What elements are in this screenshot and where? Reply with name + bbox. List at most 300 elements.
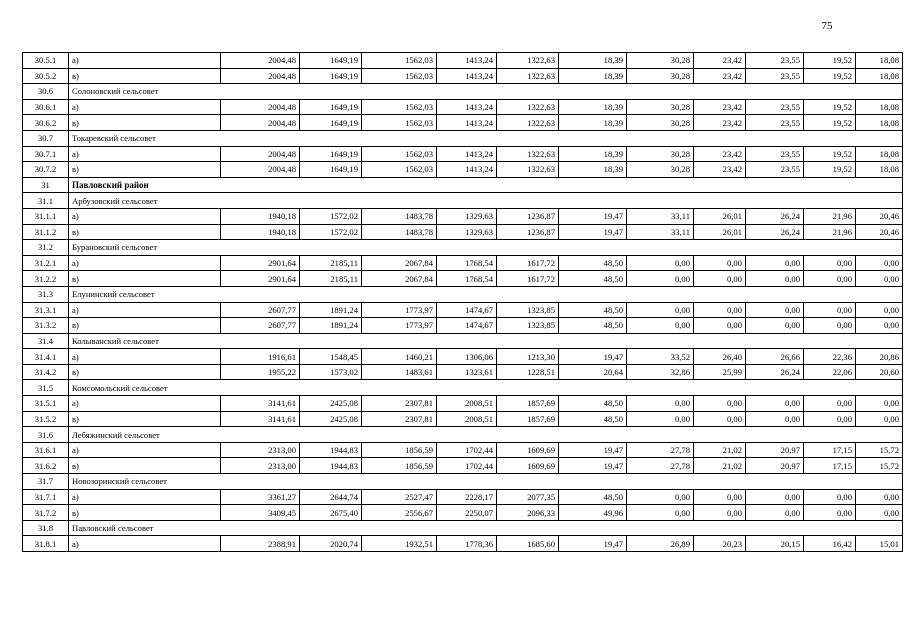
value-cell: 26,24 [746, 224, 804, 240]
row-code: 31.4.1 [23, 349, 69, 365]
table-row [23, 162, 903, 178]
value-cell: 1916,61 [221, 349, 300, 365]
value-cell: 2644,74 [300, 489, 362, 505]
row-label: в) [69, 224, 221, 240]
value-cell: 15,72 [856, 458, 903, 474]
value-cell: 18,39 [559, 162, 627, 178]
value-cell: 2067,84 [362, 271, 437, 287]
value-cell: 33,11 [627, 208, 694, 224]
value-cell: 19,52 [804, 68, 856, 84]
value-cell: 30,28 [627, 53, 694, 69]
row-code: 31.7 [23, 474, 69, 490]
section-title: Арбузовский сельсовет [69, 193, 903, 209]
row-code: 31.6 [23, 427, 69, 443]
value-cell: 1483,61 [362, 364, 437, 380]
value-cell: 0,00 [856, 505, 903, 521]
value-cell: 2307,81 [362, 411, 437, 427]
value-cell: 2185,11 [300, 271, 362, 287]
value-cell: 1685,60 [497, 536, 559, 552]
district-title: Павловский район [69, 177, 903, 193]
value-cell: 1773,97 [362, 302, 437, 318]
section-title: Елунинский сельсовет [69, 286, 903, 302]
value-cell: 1649,19 [300, 68, 362, 84]
value-cell: 1548,45 [300, 349, 362, 365]
value-cell: 2313,00 [221, 458, 300, 474]
value-cell: 17,15 [804, 442, 856, 458]
value-cell: 18,08 [856, 53, 903, 69]
row-code: 31.1 [23, 193, 69, 209]
value-cell: 1474,67 [437, 302, 497, 318]
row-code: 30.7.1 [23, 146, 69, 162]
value-cell: 2307,81 [362, 396, 437, 412]
value-cell: 1617,72 [497, 255, 559, 271]
value-cell: 23,42 [694, 115, 746, 131]
value-cell: 0,00 [746, 505, 804, 521]
section-row [23, 286, 903, 302]
value-cell: 0,00 [627, 255, 694, 271]
value-cell: 48,50 [559, 302, 627, 318]
value-cell: 1572,02 [300, 208, 362, 224]
value-cell: 48,50 [559, 489, 627, 505]
value-cell: 1322,63 [497, 162, 559, 178]
value-cell: 2228,17 [437, 489, 497, 505]
row-label: а) [69, 349, 221, 365]
section-title: Колыванский сельсовет [69, 333, 903, 349]
value-cell: 48,50 [559, 396, 627, 412]
value-cell: 0,00 [746, 411, 804, 427]
table-row [23, 255, 903, 271]
value-cell: 22,06 [804, 364, 856, 380]
value-cell: 0,00 [856, 318, 903, 334]
value-cell: 2675,40 [300, 505, 362, 521]
value-cell: 23,55 [746, 68, 804, 84]
value-cell: 26,24 [746, 208, 804, 224]
table-row [23, 115, 903, 131]
value-cell: 2004,48 [221, 146, 300, 162]
value-cell: 0,00 [856, 255, 903, 271]
value-cell: 1413,24 [437, 53, 497, 69]
row-code: 30.6 [23, 84, 69, 100]
row-code: 30.7 [23, 130, 69, 146]
row-label: а) [69, 536, 221, 552]
value-cell: 0,00 [694, 505, 746, 521]
value-cell: 1460,21 [362, 349, 437, 365]
value-cell: 0,00 [856, 489, 903, 505]
value-cell: 26,01 [694, 224, 746, 240]
row-label: а) [69, 489, 221, 505]
row-label: а) [69, 302, 221, 318]
value-cell: 23,55 [746, 115, 804, 131]
row-label: в) [69, 458, 221, 474]
value-cell: 23,42 [694, 68, 746, 84]
value-cell: 1778,36 [437, 536, 497, 552]
value-cell: 15,72 [856, 442, 903, 458]
value-cell: 18,08 [856, 99, 903, 115]
table-row [23, 411, 903, 427]
value-cell: 20,46 [856, 208, 903, 224]
value-cell: 1649,19 [300, 162, 362, 178]
value-cell: 0,00 [694, 489, 746, 505]
row-label: в) [69, 162, 221, 178]
value-cell: 18,39 [559, 99, 627, 115]
section-title: Солоновский сельсовет [69, 84, 903, 100]
value-cell: 0,00 [856, 271, 903, 287]
row-label: а) [69, 255, 221, 271]
value-cell: 1768,54 [437, 255, 497, 271]
value-cell: 1236,87 [497, 208, 559, 224]
row-label: в) [69, 364, 221, 380]
value-cell: 19,52 [804, 53, 856, 69]
value-cell: 1609,69 [497, 442, 559, 458]
value-cell: 18,08 [856, 68, 903, 84]
value-cell: 22,36 [804, 349, 856, 365]
value-cell: 0,00 [694, 271, 746, 287]
value-cell: 1940,18 [221, 224, 300, 240]
value-cell: 0,00 [746, 302, 804, 318]
value-cell: 48,50 [559, 255, 627, 271]
value-cell: 1773,97 [362, 318, 437, 334]
value-cell: 2607,77 [221, 302, 300, 318]
value-cell: 0,00 [694, 302, 746, 318]
value-cell: 1562,03 [362, 99, 437, 115]
section-title: Токаревский сельсовет [69, 130, 903, 146]
row-label: а) [69, 53, 221, 69]
value-cell: 1609,69 [497, 458, 559, 474]
value-cell: 0,00 [804, 318, 856, 334]
value-cell: 23,55 [746, 99, 804, 115]
value-cell: 0,00 [627, 505, 694, 521]
value-cell: 20,97 [746, 458, 804, 474]
value-cell: 0,00 [804, 411, 856, 427]
value-cell: 1323,61 [437, 364, 497, 380]
value-cell: 48,50 [559, 271, 627, 287]
value-cell: 1562,03 [362, 68, 437, 84]
row-label: в) [69, 115, 221, 131]
value-cell: 30,28 [627, 146, 694, 162]
value-cell: 18,39 [559, 115, 627, 131]
value-cell: 2096,33 [497, 505, 559, 521]
section-row [23, 427, 903, 443]
value-cell: 1329,63 [437, 208, 497, 224]
value-cell: 23,55 [746, 162, 804, 178]
value-cell: 18,08 [856, 115, 903, 131]
value-cell: 1572,02 [300, 224, 362, 240]
row-label: в) [69, 271, 221, 287]
value-cell: 1236,87 [497, 224, 559, 240]
value-cell: 20,64 [559, 364, 627, 380]
value-cell: 1944,83 [300, 442, 362, 458]
value-cell: 20,86 [856, 349, 903, 365]
value-cell: 30,28 [627, 68, 694, 84]
section-row [23, 520, 903, 536]
section-title: Бурановский сельсовет [69, 240, 903, 256]
row-code: 31.3 [23, 286, 69, 302]
table-row [23, 489, 903, 505]
row-label: в) [69, 68, 221, 84]
value-cell: 21,02 [694, 458, 746, 474]
table-row [23, 442, 903, 458]
value-cell: 1413,24 [437, 162, 497, 178]
value-cell: 2008,51 [437, 396, 497, 412]
value-cell: 1483,78 [362, 208, 437, 224]
value-cell: 1413,24 [437, 146, 497, 162]
value-cell: 26,01 [694, 208, 746, 224]
value-cell: 1944,83 [300, 458, 362, 474]
value-cell: 3409,45 [221, 505, 300, 521]
row-code: 31.2.2 [23, 271, 69, 287]
value-cell: 1323,85 [497, 318, 559, 334]
section-row [23, 193, 903, 209]
value-cell: 19,52 [804, 162, 856, 178]
value-cell: 1413,24 [437, 99, 497, 115]
value-cell: 0,00 [694, 255, 746, 271]
row-code: 30.5.1 [23, 53, 69, 69]
value-cell: 2425,08 [300, 411, 362, 427]
table-row [23, 208, 903, 224]
row-code: 31.1.1 [23, 208, 69, 224]
value-cell: 21,02 [694, 442, 746, 458]
value-cell: 33,52 [627, 349, 694, 365]
value-cell: 1649,19 [300, 99, 362, 115]
value-cell: 0,00 [627, 302, 694, 318]
value-cell: 21,96 [804, 208, 856, 224]
value-cell: 1322,63 [497, 115, 559, 131]
value-cell: 1955,22 [221, 364, 300, 380]
value-cell: 1702,44 [437, 442, 497, 458]
value-cell: 0,00 [804, 271, 856, 287]
tariff-table [22, 52, 903, 552]
value-cell: 1891,24 [300, 302, 362, 318]
row-code: 31.3.2 [23, 318, 69, 334]
value-cell: 30,28 [627, 115, 694, 131]
row-code: 30.6.2 [23, 115, 69, 131]
value-cell: 2067,84 [362, 255, 437, 271]
row-code: 31.3.1 [23, 302, 69, 318]
value-cell: 0,00 [694, 318, 746, 334]
value-cell: 1322,63 [497, 68, 559, 84]
value-cell: 17,15 [804, 458, 856, 474]
section-row [23, 380, 903, 396]
value-cell: 3141,61 [221, 411, 300, 427]
value-cell: 0,00 [746, 489, 804, 505]
table-row [23, 364, 903, 380]
value-cell: 2388,91 [221, 536, 300, 552]
value-cell: 19,52 [804, 99, 856, 115]
value-cell: 19,47 [559, 224, 627, 240]
value-cell: 3141,61 [221, 396, 300, 412]
value-cell: 20,23 [694, 536, 746, 552]
value-cell: 18,39 [559, 68, 627, 84]
value-cell: 23,42 [694, 146, 746, 162]
value-cell: 26,66 [746, 349, 804, 365]
row-code: 31.5 [23, 380, 69, 396]
value-cell: 19,47 [559, 442, 627, 458]
value-cell: 0,00 [856, 396, 903, 412]
section-row [23, 130, 903, 146]
table-row [23, 146, 903, 162]
row-label: а) [69, 146, 221, 162]
value-cell: 30,28 [627, 162, 694, 178]
value-cell: 20,15 [746, 536, 804, 552]
value-cell: 0,00 [804, 489, 856, 505]
value-cell: 2425,08 [300, 396, 362, 412]
value-cell: 0,00 [746, 271, 804, 287]
value-cell: 2020,74 [300, 536, 362, 552]
value-cell: 26,89 [627, 536, 694, 552]
value-cell: 1474,67 [437, 318, 497, 334]
value-cell: 30,28 [627, 99, 694, 115]
value-cell: 1768,54 [437, 271, 497, 287]
value-cell: 1323,85 [497, 302, 559, 318]
value-cell: 2185,11 [300, 255, 362, 271]
value-cell: 1413,24 [437, 115, 497, 131]
value-cell: 49,96 [559, 505, 627, 521]
value-cell: 23,55 [746, 146, 804, 162]
value-cell: 21,96 [804, 224, 856, 240]
value-cell: 1483,78 [362, 224, 437, 240]
value-cell: 23,42 [694, 99, 746, 115]
value-cell: 23,42 [694, 162, 746, 178]
value-cell: 0,00 [746, 255, 804, 271]
row-code: 31.6.1 [23, 442, 69, 458]
value-cell: 2901,64 [221, 255, 300, 271]
value-cell: 1649,19 [300, 146, 362, 162]
row-code: 30.6.1 [23, 99, 69, 115]
value-cell: 16,42 [804, 536, 856, 552]
value-cell: 1562,03 [362, 146, 437, 162]
value-cell: 26,40 [694, 349, 746, 365]
value-cell: 18,39 [559, 146, 627, 162]
value-cell: 1940,18 [221, 208, 300, 224]
row-code: 30.5.2 [23, 68, 69, 84]
value-cell: 1322,63 [497, 146, 559, 162]
table-row [23, 271, 903, 287]
row-code: 31.7.2 [23, 505, 69, 521]
value-cell: 20,46 [856, 224, 903, 240]
row-code: 31.2 [23, 240, 69, 256]
page-number: 75 [821, 20, 833, 32]
value-cell: 18,08 [856, 162, 903, 178]
value-cell: 19,52 [804, 146, 856, 162]
value-cell: 1932,51 [362, 536, 437, 552]
value-cell: 0,00 [627, 489, 694, 505]
value-cell: 1856,59 [362, 442, 437, 458]
row-code: 31.7.1 [23, 489, 69, 505]
section-title: Новозоринский сельсовет [69, 474, 903, 490]
row-label: а) [69, 99, 221, 115]
row-label: в) [69, 411, 221, 427]
section-row [23, 84, 903, 100]
value-cell: 23,42 [694, 53, 746, 69]
value-cell: 0,00 [627, 271, 694, 287]
value-cell: 2313,00 [221, 442, 300, 458]
value-cell: 1213,30 [497, 349, 559, 365]
value-cell: 0,00 [804, 505, 856, 521]
value-cell: 2004,48 [221, 162, 300, 178]
value-cell: 33,11 [627, 224, 694, 240]
value-cell: 0,00 [746, 396, 804, 412]
section-row [23, 474, 903, 490]
value-cell: 0,00 [804, 302, 856, 318]
value-cell: 23,55 [746, 53, 804, 69]
value-cell: 0,00 [804, 396, 856, 412]
row-label: а) [69, 208, 221, 224]
value-cell: 1857,69 [497, 411, 559, 427]
table-row [23, 302, 903, 318]
row-code: 31.6.2 [23, 458, 69, 474]
value-cell: 1702,44 [437, 458, 497, 474]
section-row [23, 333, 903, 349]
value-cell: 1617,72 [497, 271, 559, 287]
table-row [23, 318, 903, 334]
row-code: 31.5.2 [23, 411, 69, 427]
table-row [23, 68, 903, 84]
value-cell: 0,00 [746, 318, 804, 334]
value-cell: 1228,51 [497, 364, 559, 380]
value-cell: 0,00 [627, 396, 694, 412]
value-cell: 1649,19 [300, 115, 362, 131]
section-title: Комсомольский сельсовет [69, 380, 903, 396]
row-code: 30.7.2 [23, 162, 69, 178]
row-label: а) [69, 396, 221, 412]
value-cell: 25,99 [694, 364, 746, 380]
value-cell: 18,08 [856, 146, 903, 162]
value-cell: 0,00 [627, 411, 694, 427]
row-code: 31.1.2 [23, 224, 69, 240]
value-cell: 2250,07 [437, 505, 497, 521]
table-row [23, 99, 903, 115]
value-cell: 3361,27 [221, 489, 300, 505]
value-cell: 1649,19 [300, 53, 362, 69]
row-code: 31.8.1 [23, 536, 69, 552]
value-cell: 19,47 [559, 458, 627, 474]
row-code: 31 [23, 177, 69, 193]
value-cell: 1322,63 [497, 99, 559, 115]
value-cell: 19,47 [559, 208, 627, 224]
value-cell: 1329,63 [437, 224, 497, 240]
value-cell: 1562,03 [362, 162, 437, 178]
value-cell: 0,00 [856, 411, 903, 427]
value-cell: 27,78 [627, 442, 694, 458]
value-cell: 1322,63 [497, 53, 559, 69]
row-label: в) [69, 505, 221, 521]
row-label: а) [69, 442, 221, 458]
row-label: в) [69, 318, 221, 334]
value-cell: 2004,48 [221, 99, 300, 115]
value-cell: 2901,64 [221, 271, 300, 287]
table-row [23, 505, 903, 521]
value-cell: 1856,59 [362, 458, 437, 474]
value-cell: 20,97 [746, 442, 804, 458]
value-cell: 1562,03 [362, 115, 437, 131]
section-title: Павловский сельсовет [69, 520, 903, 536]
value-cell: 1413,24 [437, 68, 497, 84]
value-cell: 19,47 [559, 536, 627, 552]
value-cell: 2607,77 [221, 318, 300, 334]
district-row [23, 177, 903, 193]
value-cell: 2004,48 [221, 68, 300, 84]
value-cell: 19,52 [804, 115, 856, 131]
table-row [23, 224, 903, 240]
value-cell: 26,24 [746, 364, 804, 380]
table-row [23, 536, 903, 552]
value-cell: 2527,47 [362, 489, 437, 505]
value-cell: 19,47 [559, 349, 627, 365]
value-cell: 1306,06 [437, 349, 497, 365]
row-code: 31.4.2 [23, 364, 69, 380]
value-cell: 48,50 [559, 411, 627, 427]
value-cell: 32,86 [627, 364, 694, 380]
